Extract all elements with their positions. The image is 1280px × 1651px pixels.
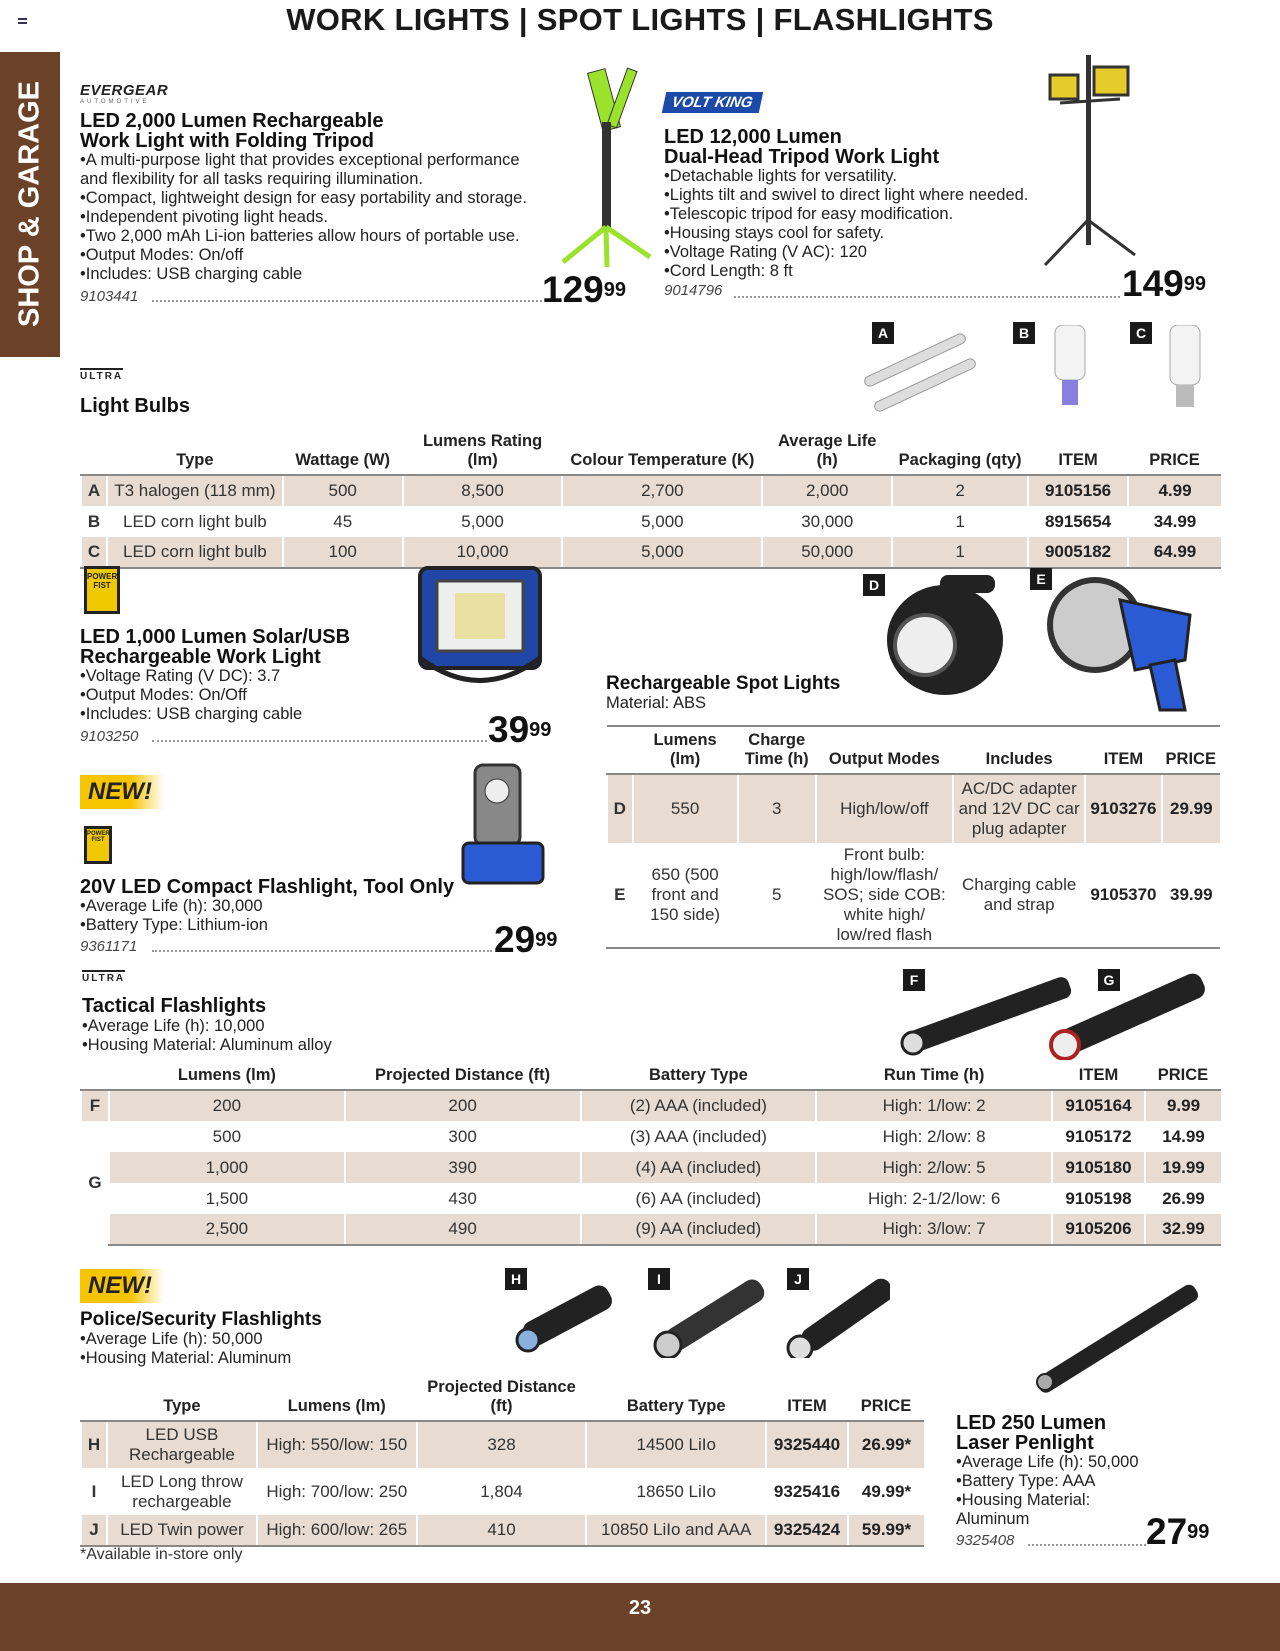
table-cell: High: 600/low: 265	[257, 1515, 417, 1546]
table-cell: 9105172	[1052, 1121, 1145, 1152]
table-cell: LED Long throw rechargeable	[107, 1468, 257, 1515]
feature-list	[80, 897, 454, 935]
product-title: Work Light with Folding Tripod	[80, 130, 375, 152]
image-label: E	[1030, 568, 1052, 590]
section-title: Rechargeable Spot Lights	[606, 673, 841, 694]
side-tab-label: SHOP & GARAGE	[13, 80, 46, 328]
police-table	[80, 1374, 924, 1547]
voltking-product	[664, 92, 1028, 281]
row-label: B	[81, 506, 107, 537]
row-label: A	[81, 475, 107, 506]
image-label: G	[1098, 969, 1120, 991]
column-header: Run Time (h)	[816, 1062, 1052, 1090]
table-cell: 34.99	[1128, 506, 1221, 537]
product-title: 20V LED Compact Flashlight, Tool Only	[80, 876, 455, 898]
feature-item: Aluminum	[956, 1510, 1030, 1528]
table-cell: 9325440	[766, 1421, 848, 1468]
product-title: LED 1,000 Lumen Solar/USB	[80, 626, 351, 648]
product-title: Dual-Head Tripod Work Light	[664, 146, 940, 168]
product-title: LED 250 Lumen	[956, 1412, 1107, 1434]
table-cell: 9105198	[1052, 1183, 1145, 1214]
image-label: I	[648, 1268, 670, 1290]
feature-item: and flexibility for all tasks requiring illumination.	[80, 170, 423, 188]
table-cell: High: 3/low: 7	[816, 1214, 1052, 1245]
table-cell: 3	[738, 774, 816, 843]
column-header: Colour Temperature (K)	[562, 428, 762, 475]
column-header: Charge Time (h)	[738, 726, 816, 774]
section-title: Police/Security Flashlights	[80, 1309, 322, 1330]
feature-list	[80, 1330, 291, 1368]
table-cell: 200	[345, 1090, 581, 1121]
feature-list	[956, 1453, 1139, 1529]
table-cell: 1,500	[109, 1183, 345, 1214]
penlight-product	[956, 1413, 1139, 1529]
table-cell: High: 550/low: 150	[257, 1421, 417, 1468]
table-row	[607, 774, 1220, 843]
sku: 9014796	[664, 282, 723, 299]
feature-item: •Average Life (h): 10,000	[82, 1017, 265, 1035]
price: $129^{99}$	[542, 269, 626, 310]
feature-item: •Lights tilt and swivel to direct light where needed.	[664, 186, 1029, 204]
feature-item: •Housing Material:	[956, 1491, 1091, 1509]
column-header: Output Modes	[816, 726, 953, 774]
table-cell: 10,000	[403, 537, 563, 568]
column-header: Projected Distance (ft)	[417, 1374, 587, 1421]
table-cell: 1	[892, 537, 1028, 568]
image-label: D	[863, 574, 885, 596]
feature-item: •Housing Material: Aluminum alloy	[82, 1036, 332, 1054]
table-cell: 30,000	[762, 506, 892, 537]
feature-item: •Housing Material: Aluminum	[80, 1349, 292, 1367]
table-cell: 26.99*	[848, 1421, 924, 1468]
column-header: Type	[107, 1374, 257, 1421]
table-cell: (3) AAA (included)	[581, 1121, 817, 1152]
table-cell: Charging cable and strap	[953, 843, 1085, 948]
feature-item: •Voltage Rating (V AC): 120	[664, 243, 867, 261]
table-row	[81, 1090, 1221, 1121]
section-title: Light Bulbs	[80, 395, 190, 417]
feature-list	[80, 151, 527, 284]
table-cell: AC/DC adapter and 12V DC car plug adapter	[953, 774, 1085, 843]
column-header: PRICE	[1162, 726, 1220, 774]
row-label: D	[607, 774, 633, 843]
table-cell: High/low/off	[816, 774, 953, 843]
feature-item: •Housing stays cool for safety.	[664, 224, 885, 242]
feature-item: •Average Life (h): 50,000	[956, 1453, 1139, 1471]
evergear-product: EVERGEAR AUTOMOTIVE LED 2,000 Lumen Rechargeable Work Light with Folding Tripod •A multi-purpose light that provides exceptional performance and flexibility for all tasks requiring illumination. •Compact, lightweight design for easy portability and storage. •Independent pivoting light heads. •Two 2,000 mAh Li-ion batteries allow hours of portable use. •Output Modes: On/off •Includes: USB charging cable	[80, 82, 527, 283]
row-label: I	[81, 1468, 107, 1515]
table-cell: 650 (500 front and 150 side)	[633, 843, 738, 948]
tactical-flashlights-image	[895, 965, 1210, 1060]
column-header: PRICE	[1145, 1062, 1221, 1090]
feature-list	[664, 167, 1028, 281]
image-label: C	[1130, 322, 1152, 344]
feature-item: •Independent pivoting light heads.	[80, 208, 328, 226]
tripod-worklight-image	[555, 62, 655, 272]
table-cell: 9.99	[1145, 1090, 1221, 1121]
compact-product	[80, 877, 454, 935]
police-flashlights-image	[510, 1268, 890, 1358]
row-label: F	[81, 1090, 109, 1121]
table-cell: 5,000	[562, 506, 762, 537]
table-cell: LED USB Rechargeable	[107, 1421, 257, 1468]
feature-item: •Average Life (h): 50,000	[80, 1330, 263, 1348]
table-row	[81, 1121, 1221, 1152]
table-cell: 29.99	[1162, 774, 1220, 843]
light-bulbs-image	[850, 325, 1210, 415]
table-cell: 5,000	[562, 537, 762, 568]
dotted-leader	[152, 950, 492, 952]
table-cell: 59.99*	[848, 1515, 924, 1546]
sku: 9325408	[956, 1532, 1015, 1549]
column-header: Average Life (h)	[762, 428, 892, 475]
image-label: B	[1013, 322, 1035, 344]
table-cell: 1	[892, 506, 1028, 537]
table-cell: (6) AA (included)	[581, 1183, 817, 1214]
solar-worklight-image	[415, 563, 545, 693]
feature-item: •Output Modes: On/off	[80, 246, 244, 264]
side-tab	[0, 52, 60, 357]
feature-item: •Output Modes: On/Off	[80, 686, 247, 704]
feature-list	[80, 667, 350, 724]
feature-item: •Cord Length: 8 ft	[664, 262, 793, 280]
column-header: PRICE	[848, 1374, 924, 1421]
image-label: A	[872, 322, 894, 344]
table-cell: 10850 LiIo and AAA	[586, 1515, 766, 1546]
table-cell: 49.99*	[848, 1468, 924, 1515]
table-cell: 9105180	[1052, 1152, 1145, 1183]
table-cell: 100	[283, 537, 403, 568]
column-header: Type	[107, 428, 283, 475]
table-cell: 5,000	[403, 506, 563, 537]
table-cell: 45	[283, 506, 403, 537]
compact-flashlight-image	[455, 763, 565, 893]
feature-item: •Includes: USB charging cable	[80, 705, 303, 723]
column-header: Battery Type	[586, 1374, 766, 1421]
dotted-leader	[152, 740, 487, 742]
table-cell: 9105156	[1028, 475, 1128, 506]
powerfist-logo: POWER FIST	[84, 566, 120, 614]
new-badge: NEW!	[80, 775, 164, 809]
page-title: WORK LIGHTS | SPOT LIGHTS | FLASHLIGHTS	[286, 2, 994, 37]
table-cell: 64.99	[1128, 537, 1221, 568]
table-cell: High: 2/low: 5	[816, 1152, 1052, 1183]
sku: 9361171	[80, 938, 138, 955]
table-cell: 2	[892, 475, 1028, 506]
feature-item: •Average Life (h): 30,000	[80, 897, 263, 915]
table-row	[81, 506, 1221, 537]
table-cell: (4) AA (included)	[581, 1152, 817, 1183]
feature-item: •A multi-purpose light that provides exceptional performance	[80, 151, 520, 169]
table-cell: Front bulb: high/low/flash/ SOS; side COB: white high/ low/red flash	[816, 843, 953, 948]
product-title: Rechargeable Work Light	[80, 646, 321, 668]
column-header: ITEM	[1085, 726, 1161, 774]
table-cell: High: 1/low: 2	[816, 1090, 1052, 1121]
price: $27^{99}$	[1146, 1511, 1210, 1552]
feature-item: •Detachable lights for versatility.	[664, 167, 897, 185]
solar-product	[80, 627, 350, 724]
table-cell: 9325416	[766, 1468, 848, 1515]
column-header: ITEM	[1028, 428, 1128, 475]
row-label: E	[607, 843, 633, 948]
table-cell: 410	[417, 1515, 587, 1546]
sku: 9103441	[80, 288, 139, 305]
price: $29^{99}$	[494, 919, 558, 960]
table-cell: 2,500	[109, 1214, 345, 1245]
table-cell: High: 2/low: 8	[816, 1121, 1052, 1152]
column-header: Lumens (lm)	[257, 1374, 417, 1421]
spot-lights-table	[606, 725, 1220, 949]
table-cell: 14.99	[1145, 1121, 1221, 1152]
table-row	[81, 537, 1221, 568]
feature-item: •Compact, lightweight design for easy portability and storage.	[80, 189, 527, 207]
table-cell: T3 halogen (118 mm)	[107, 475, 283, 506]
row-label: H	[81, 1421, 107, 1468]
table-row	[81, 1468, 924, 1515]
feature-item: •Telescopic tripod for easy modification.	[664, 205, 954, 223]
price: $149^{99}$	[1122, 263, 1206, 304]
table-cell: 9105370	[1085, 843, 1161, 948]
table-cell: LED corn light bulb	[107, 506, 283, 537]
row-label: G	[81, 1121, 109, 1245]
table-cell: 50,000	[762, 537, 892, 568]
table-cell: 1,804	[417, 1468, 587, 1515]
new-badge: NEW!	[80, 1269, 164, 1303]
column-header: Projected Distance (ft)	[345, 1062, 581, 1090]
table-cell: 9105164	[1052, 1090, 1145, 1121]
table-cell: 9325424	[766, 1515, 848, 1546]
powerfist-logo: POWER FIST	[84, 826, 112, 864]
table-cell: 2,700	[562, 475, 762, 506]
feature-item: •Voltage Rating (V DC): 3.7	[80, 667, 281, 685]
ultra-brand: ULTRA	[80, 368, 123, 382]
table-cell: (9) AA (included)	[581, 1214, 817, 1245]
table-cell: 200	[109, 1090, 345, 1121]
dual-head-tripod-image	[1040, 55, 1140, 270]
column-header: Lumens (lm)	[109, 1062, 345, 1090]
dotted-leader	[1028, 1544, 1146, 1546]
product-title: Laser Penlight	[956, 1432, 1094, 1454]
feature-list	[82, 1017, 332, 1055]
table-cell: 32.99	[1145, 1214, 1221, 1245]
column-header: Includes	[953, 726, 1085, 774]
table-row	[81, 1421, 924, 1468]
table-row	[81, 1152, 1221, 1183]
page-number: 23	[628, 1597, 652, 1619]
table-cell: 500	[109, 1121, 345, 1152]
page-footer	[0, 1583, 1280, 1651]
bulbs-table	[80, 428, 1221, 569]
table-cell: 4.99	[1128, 475, 1221, 506]
dotted-leader	[152, 300, 542, 302]
table-cell: 500	[283, 475, 403, 506]
ultra-brand: ULTRA	[82, 970, 125, 984]
table-cell: 300	[345, 1121, 581, 1152]
table-cell: LED corn light bulb	[107, 537, 283, 568]
table-cell: High: 2-1/2/low: 6	[816, 1183, 1052, 1214]
table-cell: 390	[345, 1152, 581, 1183]
column-header: ITEM	[1052, 1062, 1145, 1090]
row-label: C	[81, 537, 107, 568]
table-cell: 19.99	[1145, 1152, 1221, 1183]
feature-item: •Battery Type: Lithium-ion	[80, 916, 268, 934]
table-row	[81, 1214, 1221, 1245]
column-header: Lumens Rating (lm)	[403, 428, 563, 475]
column-header: Battery Type	[581, 1062, 817, 1090]
feature-item: •Two 2,000 mAh Li-ion batteries allow hours of portable use.	[80, 227, 520, 245]
table-row	[607, 843, 1220, 948]
price: $39^{99}$	[488, 709, 552, 750]
column-header: PRICE	[1128, 428, 1221, 475]
table-row	[81, 475, 1221, 506]
product-title: LED 12,000 Lumen	[664, 126, 842, 148]
table-cell: 14500 LiIo	[586, 1421, 766, 1468]
sku: 9103250	[80, 728, 139, 745]
brand-logo: EVERGEAR	[80, 82, 169, 99]
table-cell: 1,000	[109, 1152, 345, 1183]
table-cell: LED Twin power	[107, 1515, 257, 1546]
product-title: LED 2,000 Lumen Rechargeable	[80, 110, 384, 132]
row-label: J	[81, 1515, 107, 1546]
table-cell: 8,500	[403, 475, 563, 506]
table-cell: 39.99	[1162, 843, 1220, 948]
table-cell: 9105206	[1052, 1214, 1145, 1245]
spot-lights-image	[880, 570, 1210, 715]
column-header: Wattage (W)	[283, 428, 403, 475]
feature-item: •Includes: USB charging cable	[80, 265, 303, 283]
penlight-image	[1020, 1270, 1200, 1400]
tactical-table	[80, 1062, 1221, 1246]
table-cell: 550	[633, 774, 738, 843]
image-label: F	[903, 969, 925, 991]
table-cell: 9005182	[1028, 537, 1128, 568]
table-row	[81, 1183, 1221, 1214]
material-text: Material: ABS	[606, 694, 706, 712]
table-cell: 5	[738, 843, 816, 948]
table-cell: 490	[345, 1214, 581, 1245]
image-label: J	[787, 1268, 809, 1290]
brand-logo: VOLT KING	[662, 92, 763, 113]
table-cell: High: 700/low: 250	[257, 1468, 417, 1515]
table-cell: 18650 LiIo	[586, 1468, 766, 1515]
footnote: *Available in-store only	[80, 1546, 243, 1563]
table-row	[81, 1515, 924, 1546]
table-cell: 26.99	[1145, 1183, 1221, 1214]
table-cell: 328	[417, 1421, 587, 1468]
section-title: Tactical Flashlights	[82, 995, 267, 1017]
image-label: H	[505, 1268, 527, 1290]
column-header: Packaging (qty)	[892, 428, 1028, 475]
table-cell: 9103276	[1085, 774, 1161, 843]
table-cell: (2) AAA (included)	[581, 1090, 817, 1121]
column-header: Lumens (lm)	[633, 726, 738, 774]
dotted-leader	[734, 296, 1120, 298]
table-cell: 8915654	[1028, 506, 1128, 537]
column-header: ITEM	[766, 1374, 848, 1421]
feature-item: •Battery Type: AAA	[956, 1472, 1096, 1490]
table-cell: 430	[345, 1183, 581, 1214]
table-cell: 2,000	[762, 475, 892, 506]
